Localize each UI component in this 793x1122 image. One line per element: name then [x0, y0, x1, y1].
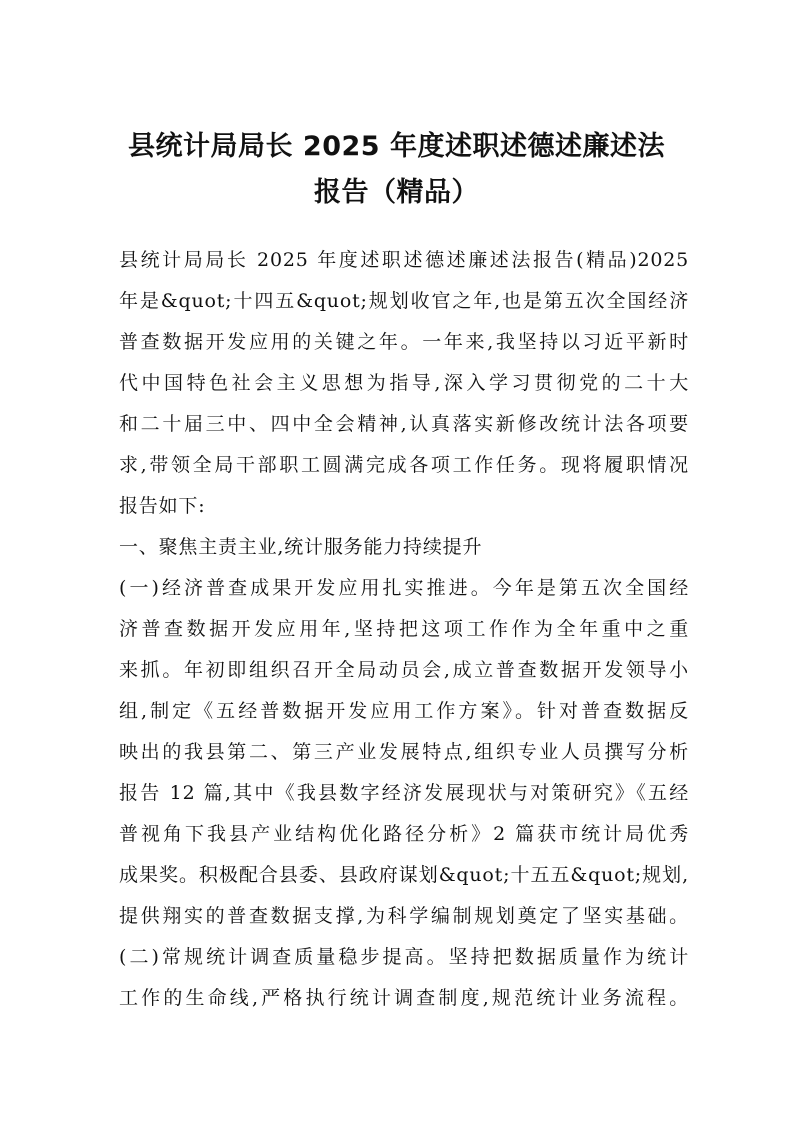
body-line: (一)经济普查成果开发应用扎实推进。今年是第五次全国经 [119, 577, 689, 599]
body-line: 普视角下我县产业结构优化路径分析》2 篇获市统计局优秀 [119, 823, 689, 845]
document-title-line-2: 报告（精品） [314, 177, 479, 208]
body-line: 组,制定《五经普数据开发应用工作方案》。针对普查数据反 [119, 700, 689, 722]
body-line: 县统计局局长 2025 年度述职述德述廉述法报告(精品)2025 [119, 249, 689, 271]
document-body [119, 240, 689, 1019]
body-line: 成果奖。积极配合县委、县政府谋划&quot;十五五&quot;规划, [119, 864, 689, 886]
body-line: (二)常规统计调查质量稳步提高。坚持把数据质量作为统计 [119, 946, 689, 968]
section-heading: 一、聚焦主责主业,统计服务能力持续提升 [119, 536, 483, 558]
body-line: 代中国特色社会主义思想为指导,深入学习贯彻党的二十大 [119, 372, 689, 394]
body-line: 求,带领全局干部职工圆满完成各项工作任务。现将履职情况 [119, 454, 689, 476]
body-line: 映出的我县第二、第三产业发展特点,组织专业人员撰写分析 [119, 741, 689, 763]
document-title-line-1: 县统计局局长 2025 年度述职述德述廉述法 [128, 131, 665, 162]
body-line: 报告 12 篇,其中《我县数字经济发展现状与对策研究》《五经 [119, 782, 689, 804]
body-line: 年是&quot;十四五&quot;规划收官之年,也是第五次全国经济 [119, 290, 689, 312]
body-line: 工作的生命线,严格执行统计调查制度,规范统计业务流程。 [119, 987, 689, 1009]
body-line: 提供翔实的普查数据支撑,为科学编制规划奠定了坚实基础。 [119, 905, 689, 927]
body-line: 报告如下: [119, 495, 206, 517]
body-line: 来抓。年初即组织召开全局动员会,成立普查数据开发领导小 [119, 659, 689, 681]
body-line: 普查数据开发应用的关键之年。一年来,我坚持以习近平新时 [119, 331, 689, 353]
body-line: 济普查数据开发应用年,坚持把这项工作作为全年重中之重 [119, 618, 689, 640]
body-line: 和二十届三中、四中全会精神,认真落实新修改统计法各项要 [119, 413, 689, 435]
